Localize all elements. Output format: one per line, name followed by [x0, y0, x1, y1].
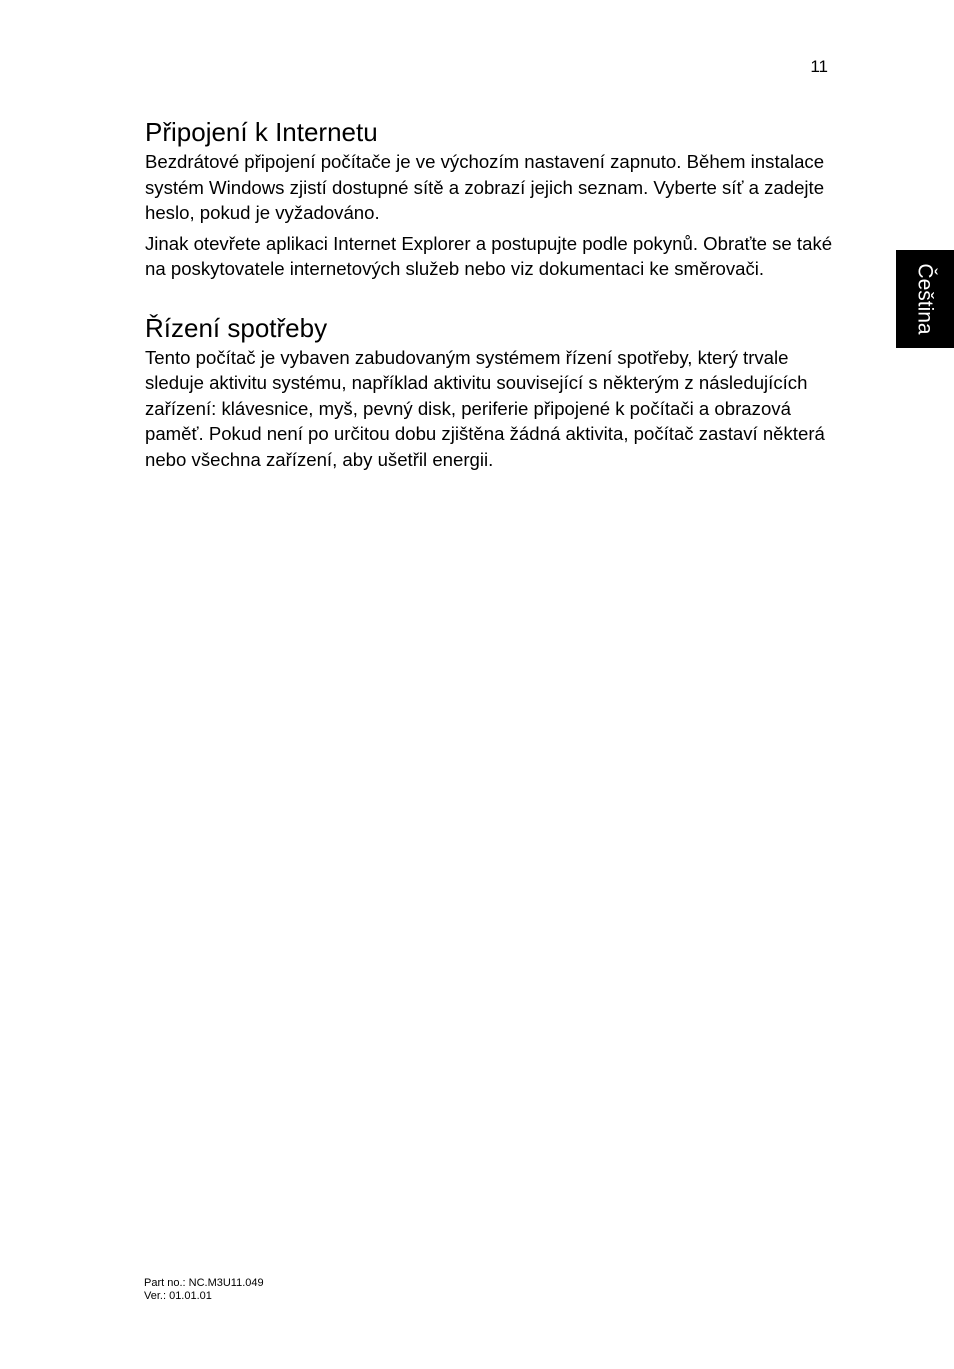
- version-number: Ver.: 01.01.01: [144, 1290, 212, 1302]
- section-internet-connection: [145, 115, 845, 282]
- paragraph: Tento počítač je vybaven zabudovaným systémem řízení spotřeby, který trvale sleduje aktivitu systému, například aktivitu související s některým z následujících zařízení: klávesnice, myš, pevný disk, periferie připojené k počítači a obrazová paměť. Pokud není po určitou dobu zjištěna žádná aktivita, počítač zastaví některá nebo všechna zařízení, aby ušetřil energii.: [145, 346, 825, 470]
- page-content: [145, 115, 845, 472]
- part-number: Part no.: NC.M3U11.049: [144, 1277, 264, 1289]
- paragraph: Jinak otevřete aplikaci Internet Explorer a postupujte podle pokynů. Obraťte se také na poskytovatele internetových služeb nebo viz dokumentaci ke směrovači.: [145, 232, 833, 279]
- section-title: Připojení k Internetu: [145, 117, 378, 147]
- footer: [144, 1277, 264, 1303]
- section-power-management: [145, 311, 845, 473]
- paragraph: Bezdrátové připojení počítače je ve výchozím nastavení zapnuto. Během instalace systém Windows zjistí dostupné sítě a zobrazí jejich seznam. Vyberte síť a zadejte heslo, pokud je vyžadováno.: [145, 151, 825, 223]
- language-tab: [896, 250, 954, 348]
- page-number: 11: [810, 57, 828, 76]
- section-title: Řízení spotřeby: [145, 312, 328, 343]
- language-tab-label: Čeština: [914, 263, 938, 335]
